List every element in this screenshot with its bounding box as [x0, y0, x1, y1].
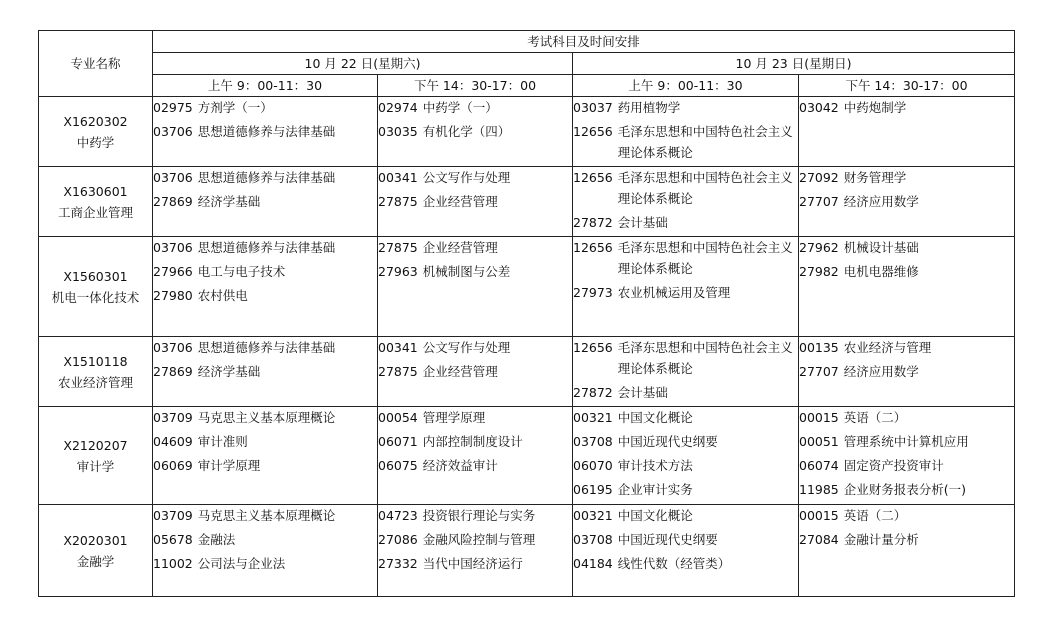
- subject-name: 财务管理学: [843, 170, 907, 185]
- subject-name: 中国文化概论: [617, 508, 693, 523]
- exam-slot-cell: [799, 167, 1015, 237]
- subject-code: 00321: [573, 410, 613, 425]
- exam-subject: [378, 191, 572, 215]
- subject-name: 毛泽东思想和中国特色社会主义理论体系概论: [617, 240, 793, 276]
- exam-slot-cell: [799, 337, 1015, 407]
- exam-subject: [799, 237, 1014, 261]
- exam-subject: [378, 407, 572, 431]
- subject-code: 27966: [153, 264, 193, 279]
- exam-slot-cell: [573, 167, 799, 237]
- exam-slot-cell: [378, 505, 573, 597]
- subject-name: 毛泽东思想和中国特色社会主义理论体系概论: [617, 340, 793, 376]
- exam-subject: [799, 337, 1014, 361]
- major-cell: [39, 505, 153, 597]
- subject-name: 农村供电: [197, 288, 248, 303]
- subject-code: 03042: [799, 100, 839, 115]
- subject-code: 06071: [378, 434, 418, 449]
- major-row: [39, 237, 1015, 337]
- subject-name: 企业经营管理: [422, 240, 498, 255]
- exam-subject: [573, 337, 798, 382]
- major-code: X1560301: [63, 268, 128, 284]
- subject-name: 金融计量分析: [843, 532, 919, 547]
- major-cell: [39, 407, 153, 505]
- exam-slot-cell: [378, 407, 573, 505]
- exam-subject: [378, 431, 572, 455]
- slot-header-1: 上午 9：00-11：30: [153, 75, 378, 97]
- subject-code: 27875: [378, 364, 418, 379]
- slot-header-2: 下午 14：30-17：00: [378, 75, 573, 97]
- exam-subject: [378, 237, 572, 261]
- subject-code: 03709: [153, 410, 193, 425]
- exam-slot-cell: [153, 97, 378, 167]
- subject-name: 企业经营管理: [422, 194, 498, 209]
- subject-code: 11002: [153, 556, 193, 571]
- subject-name: 投资银行理论与实务: [422, 508, 536, 523]
- exam-subject: [799, 361, 1014, 385]
- exam-subject: [799, 505, 1014, 529]
- subject-name: 毛泽东思想和中国特色社会主义理论体系概论: [617, 124, 793, 160]
- exam-subject: [573, 479, 798, 503]
- subject-code: 03037: [573, 100, 613, 115]
- exam-slot-cell: [153, 237, 378, 337]
- exam-subject: [573, 121, 798, 166]
- exam-slot-cell: [573, 97, 799, 167]
- exam-schedule-table: [38, 30, 1015, 597]
- subject-name: 公文写作与处理: [422, 340, 511, 355]
- subject-code: 03709: [153, 508, 193, 523]
- subject-name: 企业经营管理: [422, 364, 498, 379]
- subject-name: 思想道德修养与法律基础: [197, 340, 336, 355]
- subject-code: 27707: [799, 194, 839, 209]
- major-name: 农业经济管理: [57, 374, 133, 390]
- subject-name: 管理系统中计算机应用: [843, 434, 969, 449]
- exam-subject: [378, 167, 572, 191]
- major-name: 机电一体化技术: [51, 289, 140, 305]
- subject-code: 27332: [378, 556, 418, 571]
- subject-code: 27869: [153, 364, 193, 379]
- exam-subject: [573, 212, 798, 236]
- day-header-1: 10 月 22 日(星期六): [153, 53, 573, 75]
- subject-name: 电工与电子技术: [197, 264, 286, 279]
- exam-subject: [799, 191, 1014, 215]
- subject-code: 27707: [799, 364, 839, 379]
- subject-code: 27962: [799, 240, 839, 255]
- slot-header-3: 上午 9：00-11：30: [573, 75, 799, 97]
- exam-slot-cell: [153, 505, 378, 597]
- exam-subject: [153, 285, 377, 309]
- subject-code: 00015: [799, 410, 839, 425]
- major-cell: [39, 237, 153, 337]
- major-row: [39, 337, 1015, 407]
- major-name: 金融学: [76, 553, 115, 569]
- subject-name: 经济应用数学: [843, 364, 919, 379]
- subject-name: 审计学原理: [197, 458, 261, 473]
- subject-code: 00051: [799, 434, 839, 449]
- exam-subject: [378, 529, 572, 553]
- exam-subject: [153, 455, 377, 479]
- subject-code: 27963: [378, 264, 418, 279]
- exam-subject: [378, 553, 572, 577]
- subject-code: 12656: [573, 340, 613, 355]
- subject-code: 03708: [573, 434, 613, 449]
- subject-code: 04184: [573, 556, 613, 571]
- exam-subject: [378, 337, 572, 361]
- exam-subject: [153, 361, 377, 385]
- subject-code: 06070: [573, 458, 613, 473]
- subject-name: 电机电器维修: [843, 264, 919, 279]
- subject-name: 思想道德修养与法律基础: [197, 124, 336, 139]
- exam-subject: [799, 529, 1014, 553]
- exam-subject: [378, 455, 572, 479]
- major-cell: [39, 97, 153, 167]
- exam-subject: [153, 121, 377, 145]
- subject-name: 农业机械运用及管理: [617, 285, 731, 300]
- subject-name: 企业财务报表分析(一): [843, 482, 967, 497]
- subject-code: 27869: [153, 194, 193, 209]
- subject-name: 经济效益审计: [422, 458, 498, 473]
- exam-subject: [573, 455, 798, 479]
- subject-code: 03708: [573, 532, 613, 547]
- exam-slot-cell: [573, 407, 799, 505]
- exam-subject: [378, 505, 572, 529]
- exam-subject: [799, 97, 1014, 121]
- subject-name: 金融风险控制与管理: [422, 532, 536, 547]
- subject-code: 27973: [573, 285, 613, 300]
- major-name: 中药学: [76, 134, 115, 150]
- subject-code: 03035: [378, 124, 418, 139]
- subject-code: 27086: [378, 532, 418, 547]
- exam-slot-cell: [153, 167, 378, 237]
- exam-subject: [573, 167, 798, 212]
- exam-subject: [799, 261, 1014, 285]
- exam-subject: [573, 97, 798, 121]
- subject-name: 机械制图与公差: [422, 264, 511, 279]
- exam-subject: [378, 261, 572, 285]
- subject-code: 27092: [799, 170, 839, 185]
- exam-subject: [573, 553, 798, 577]
- exam-subject: [153, 407, 377, 431]
- major-name-header: 专业名称: [39, 31, 153, 97]
- subject-code: 27980: [153, 288, 193, 303]
- subject-code: 02975: [153, 100, 193, 115]
- subject-code: 00054: [378, 410, 418, 425]
- subject-name: 马克思主义基本原理概论: [197, 410, 336, 425]
- exam-subject: [153, 261, 377, 285]
- subject-name: 线性代数（经管类）: [617, 556, 731, 571]
- exam-subject: [573, 529, 798, 553]
- exam-slot-cell: [378, 237, 573, 337]
- slot-header-4: 下午 14：30-17：00: [799, 75, 1015, 97]
- subject-code: 04723: [378, 508, 418, 523]
- subject-code: 12656: [573, 240, 613, 255]
- exam-subject: [153, 337, 377, 361]
- major-code: X2120207: [63, 437, 128, 453]
- subject-code: 06075: [378, 458, 418, 473]
- schedule-body: [39, 97, 1015, 597]
- subject-code: 02974: [378, 100, 418, 115]
- exam-subject: [153, 505, 377, 529]
- subject-code: 04609: [153, 434, 193, 449]
- exam-subject: [799, 431, 1014, 455]
- subject-name: 审计准则: [197, 434, 248, 449]
- major-row: [39, 97, 1015, 167]
- exam-subject: [799, 407, 1014, 431]
- major-code: X2020301: [63, 532, 128, 548]
- subject-name: 管理学原理: [422, 410, 486, 425]
- subject-name: 方剂学（一）: [197, 100, 273, 115]
- exam-slot-cell: [378, 337, 573, 407]
- subject-code: 00321: [573, 508, 613, 523]
- exam-subject: [799, 479, 1014, 503]
- exam-subject: [799, 455, 1014, 479]
- exam-subject: [573, 407, 798, 431]
- major-name: 审计学: [76, 458, 115, 474]
- major-cell: [39, 337, 153, 407]
- subject-name: 思想道德修养与法律基础: [197, 170, 336, 185]
- subject-name: 药用植物学: [617, 100, 681, 115]
- exam-subject: [153, 97, 377, 121]
- day-header-2: 10 月 23 日(星期日): [573, 53, 1015, 75]
- subject-code: 12656: [573, 170, 613, 185]
- subject-name: 经济学基础: [197, 364, 261, 379]
- subject-name: 公司法与企业法: [197, 556, 286, 571]
- exam-slot-cell: [573, 337, 799, 407]
- exam-slot-cell: [799, 97, 1015, 167]
- subject-name: 思想道德修养与法律基础: [197, 240, 336, 255]
- subject-name: 经济学基础: [197, 194, 261, 209]
- subject-name: 中国近现代史纲要: [617, 434, 718, 449]
- exam-slot-cell: [799, 407, 1015, 505]
- exam-slot-cell: [799, 505, 1015, 597]
- subject-code: 12656: [573, 124, 613, 139]
- subject-name: 英语（二）: [843, 410, 907, 425]
- subject-code: 00135: [799, 340, 839, 355]
- exam-slot-cell: [799, 237, 1015, 337]
- subject-code: 27875: [378, 194, 418, 209]
- subject-code: 27982: [799, 264, 839, 279]
- subject-code: 03706: [153, 170, 193, 185]
- subject-code: 00015: [799, 508, 839, 523]
- exam-slot-cell: [378, 167, 573, 237]
- subject-name: 当代中国经济运行: [422, 556, 523, 571]
- subject-name: 有机化学（四）: [422, 124, 511, 139]
- subject-code: 00341: [378, 340, 418, 355]
- subject-name: 经济应用数学: [843, 194, 919, 209]
- major-row: [39, 505, 1015, 597]
- exam-slot-cell: [153, 337, 378, 407]
- major-code: X1620302: [63, 113, 128, 129]
- subject-name: 固定资产投资审计: [843, 458, 944, 473]
- subject-code: 06074: [799, 458, 839, 473]
- subject-name: 审计技术方法: [617, 458, 693, 473]
- exam-slot-cell: [573, 237, 799, 337]
- subject-code: 27084: [799, 532, 839, 547]
- exam-slot-cell: [573, 505, 799, 597]
- schedule-title-header: 考试科目及时间安排: [153, 31, 1015, 53]
- major-code: X1630601: [63, 183, 128, 199]
- subject-name: 会计基础: [617, 385, 668, 400]
- exam-subject: [153, 553, 377, 577]
- subject-name: 中药炮制学: [843, 100, 907, 115]
- subject-code: 27872: [573, 385, 613, 400]
- exam-subject: [153, 191, 377, 215]
- subject-code: 27872: [573, 215, 613, 230]
- exam-subject: [573, 282, 798, 306]
- subject-name: 马克思主义基本原理概论: [197, 508, 336, 523]
- exam-slot-cell: [378, 97, 573, 167]
- exam-subject: [153, 167, 377, 191]
- subject-name: 企业审计实务: [617, 482, 693, 497]
- subject-code: 06069: [153, 458, 193, 473]
- subject-name: 毛泽东思想和中国特色社会主义理论体系概论: [617, 170, 793, 206]
- subject-name: 公文写作与处理: [422, 170, 511, 185]
- subject-name: 机械设计基础: [843, 240, 919, 255]
- exam-subject: [573, 237, 798, 282]
- subject-name: 会计基础: [617, 215, 668, 230]
- subject-name: 中药学（一）: [422, 100, 498, 115]
- subject-name: 中国近现代史纲要: [617, 532, 718, 547]
- subject-code: 00341: [378, 170, 418, 185]
- subject-code: 03706: [153, 240, 193, 255]
- subject-code: 03706: [153, 124, 193, 139]
- subject-name: 金融法: [197, 532, 236, 547]
- subject-name: 内部控制制度设计: [422, 434, 523, 449]
- subject-code: 11985: [799, 482, 839, 497]
- exam-subject: [378, 121, 572, 145]
- exam-subject: [573, 431, 798, 455]
- major-row: [39, 167, 1015, 237]
- major-cell: [39, 167, 153, 237]
- exam-slot-cell: [153, 407, 378, 505]
- subject-code: 03706: [153, 340, 193, 355]
- major-row: [39, 407, 1015, 505]
- subject-name: 农业经济与管理: [843, 340, 932, 355]
- major-code: X1510118: [63, 353, 128, 369]
- major-name: 工商企业管理: [57, 204, 133, 220]
- subject-code: 05678: [153, 532, 193, 547]
- exam-subject: [378, 97, 572, 121]
- subject-name: 英语（二）: [843, 508, 907, 523]
- exam-subject: [153, 237, 377, 261]
- subject-code: 27875: [378, 240, 418, 255]
- subject-name: 中国文化概论: [617, 410, 693, 425]
- exam-subject: [153, 529, 377, 553]
- exam-subject: [153, 431, 377, 455]
- exam-subject: [799, 167, 1014, 191]
- exam-subject: [378, 361, 572, 385]
- exam-subject: [573, 382, 798, 406]
- subject-code: 06195: [573, 482, 613, 497]
- exam-subject: [573, 505, 798, 529]
